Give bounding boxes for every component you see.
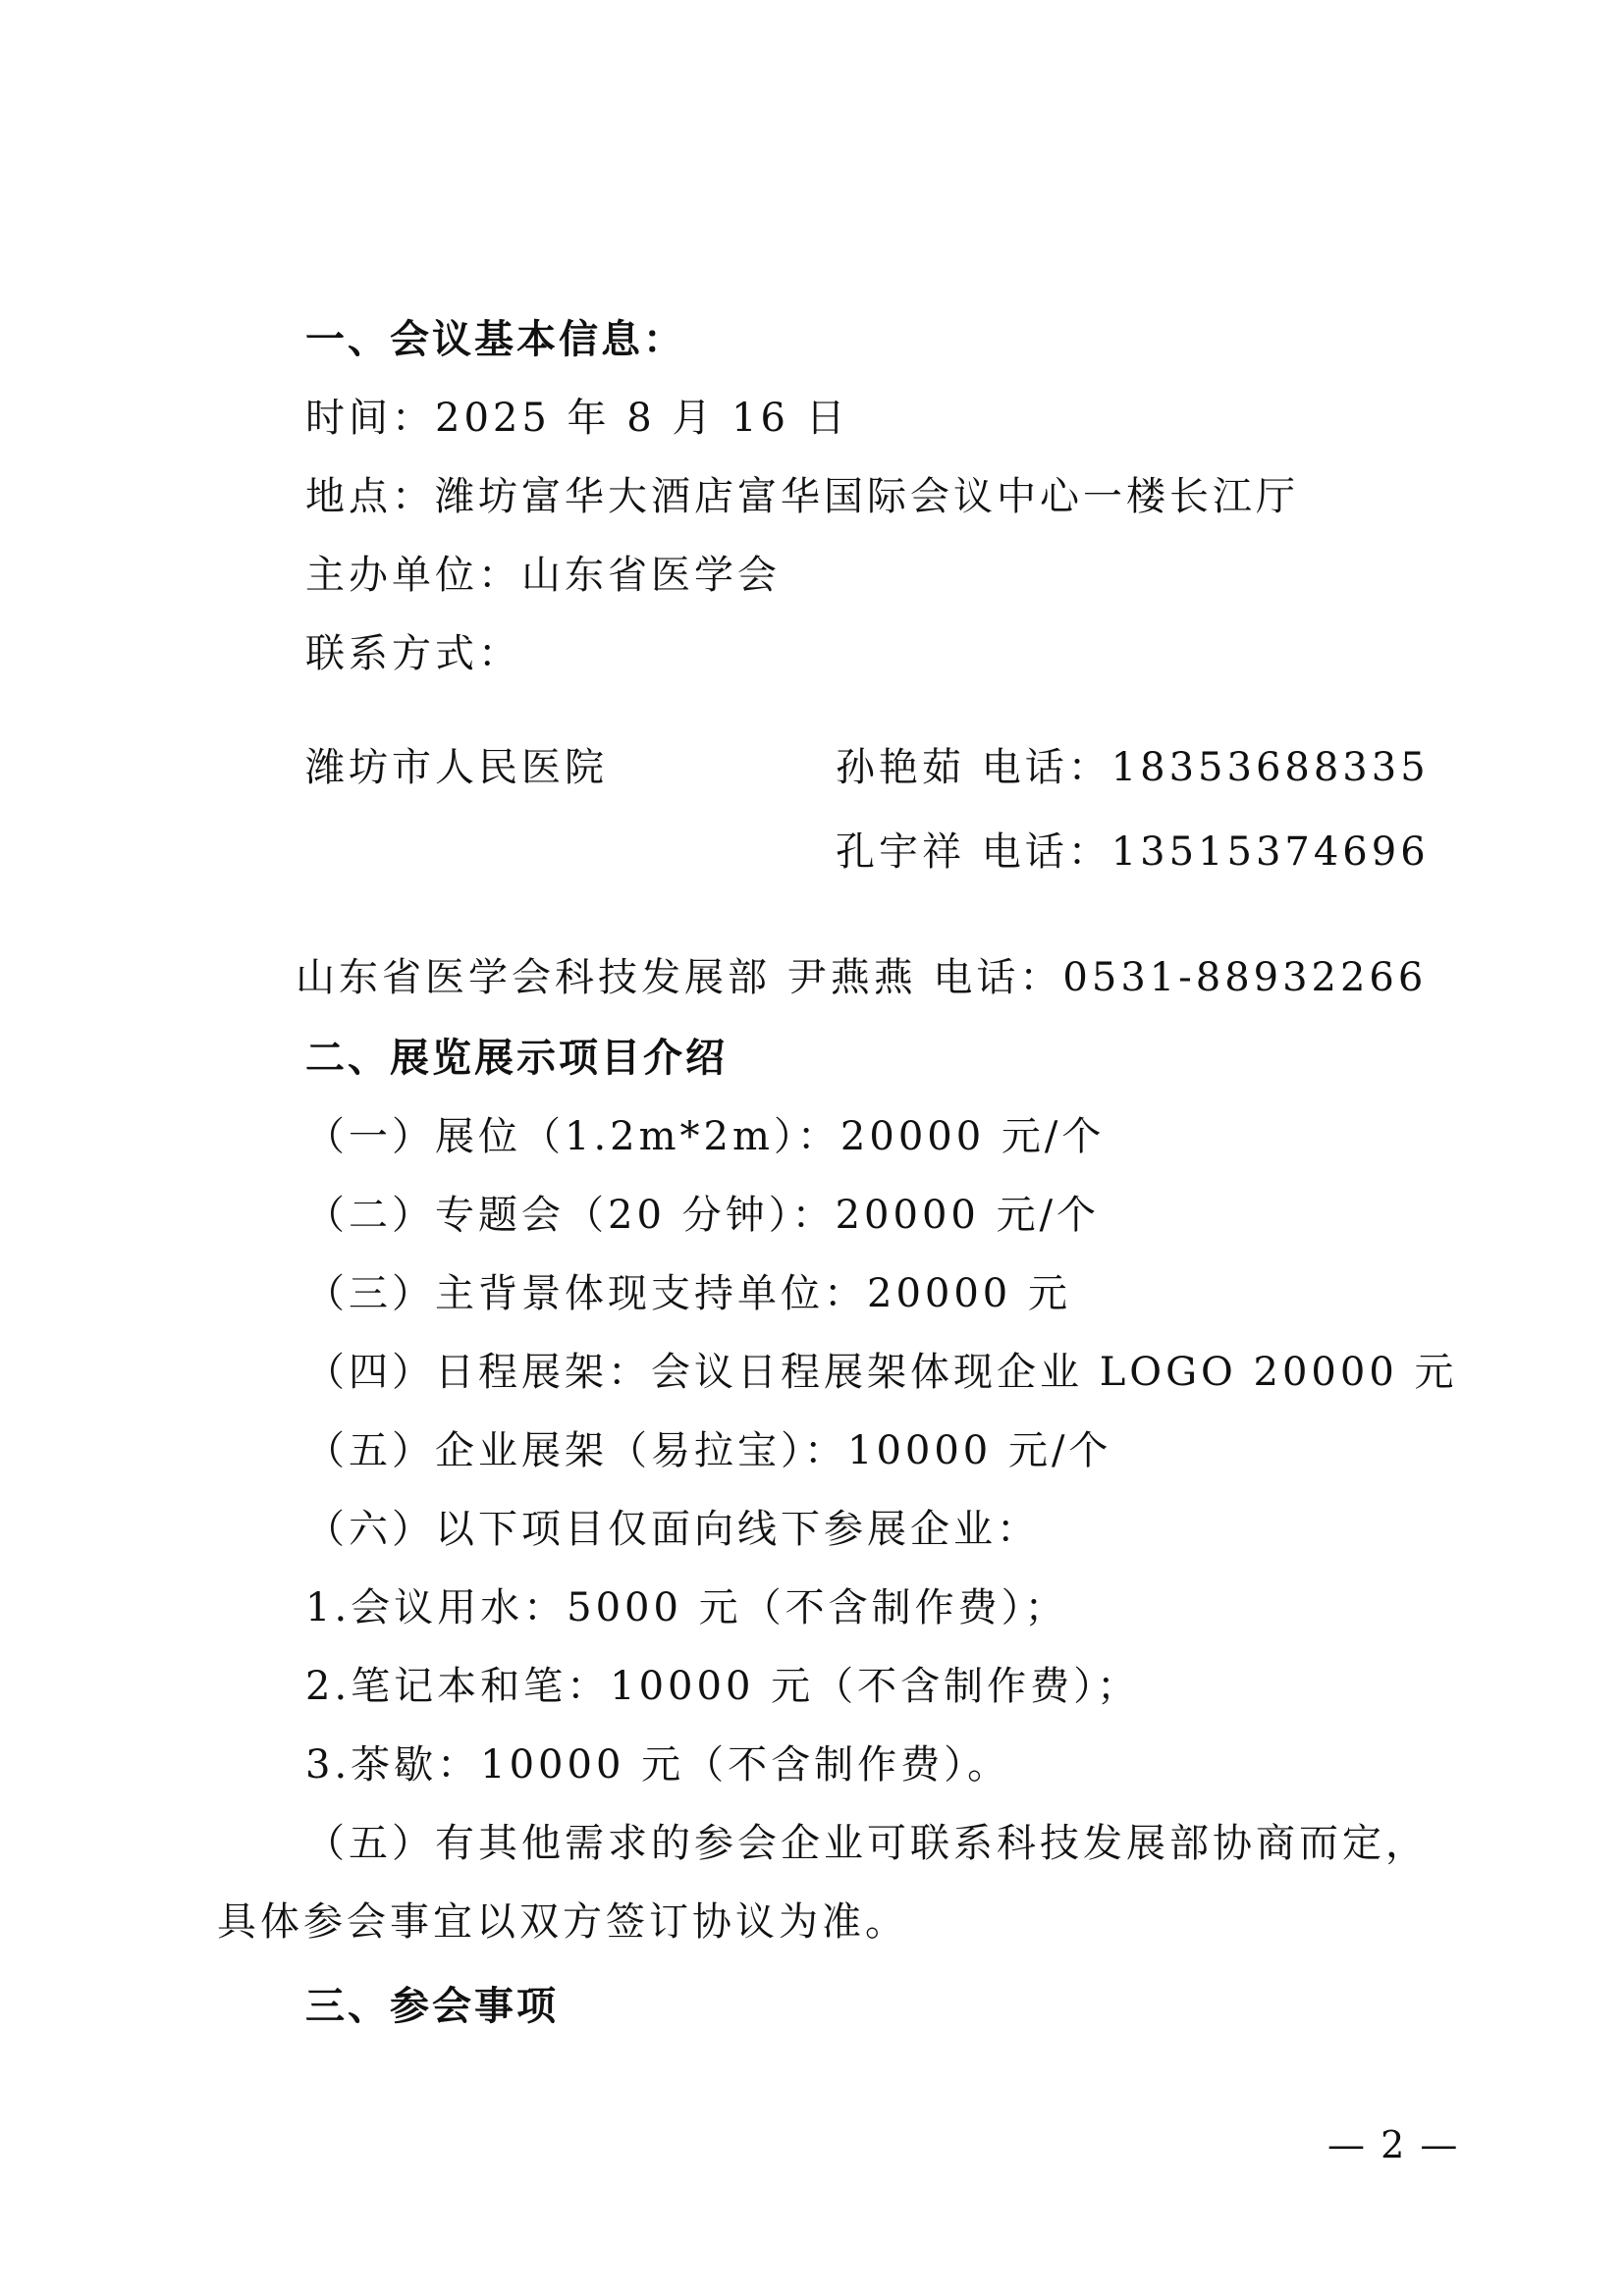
exhibit-subitem-2: 2.笔记本和笔：10000 元（不含制作费）； (305, 1664, 1141, 1709)
exhibit-subitem-1: 1.会议用水：5000 元（不含制作费）； (305, 1585, 1068, 1630)
exhibit-item-5: （五）企业展架（易拉宝）：10000 元/个 (305, 1428, 1112, 1473)
contact-org-1: 潍坊市人民医院 (305, 745, 608, 790)
exhibit-item-3: （三）主背景体现支持单位：20000 元 (305, 1271, 1071, 1316)
contact-person-2: 孔宇祥 电话：13515374696 (836, 829, 1430, 875)
exhibit-item-2: （二）专题会（20 分钟）：20000 元/个 (305, 1193, 1101, 1238)
meeting-place: 地点：潍坊富华大酒店富华国际会议中心一楼长江厅 (305, 474, 1299, 519)
page-number: — 2 — (1327, 2123, 1460, 2166)
exhibit-note-line-1: （五）有其他需求的参会企业可联系科技发展部协商而定， (305, 1821, 1429, 1866)
exhibit-item-6: （六）以下项目仅面向线下参展企业： (305, 1507, 1040, 1552)
section2-heading: 二、展览展示项目介绍 (305, 1036, 728, 1081)
meeting-time: 时间：2025 年 8 月 16 日 (305, 396, 849, 441)
section1-heading: 一、会议基本信息： (305, 317, 685, 362)
contact-label: 联系方式： (305, 631, 521, 676)
exhibit-item-1: （一）展位（1.2m*2m）：20000 元/个 (305, 1114, 1106, 1159)
exhibit-item-4: （四）日程展架：会议日程展架体现企业 LOGO 20000 元 (305, 1350, 1458, 1395)
exhibit-subitem-3: 3.茶歇：10000 元（不含制作费）。 (305, 1742, 1011, 1788)
contact-person-1: 孙艳茹 电话：18353688335 (836, 745, 1430, 790)
exhibit-note-line-2: 具体参会事宜以双方签订协议为准。 (217, 1899, 908, 1945)
section3-heading: 三、参会事项 (305, 1984, 559, 2029)
contact-org-2: 山东省医学会科技发展部 尹燕燕 电话：0531-88932266 (296, 955, 1428, 1000)
meeting-organizer: 主办单位：山东省医学会 (305, 553, 781, 598)
